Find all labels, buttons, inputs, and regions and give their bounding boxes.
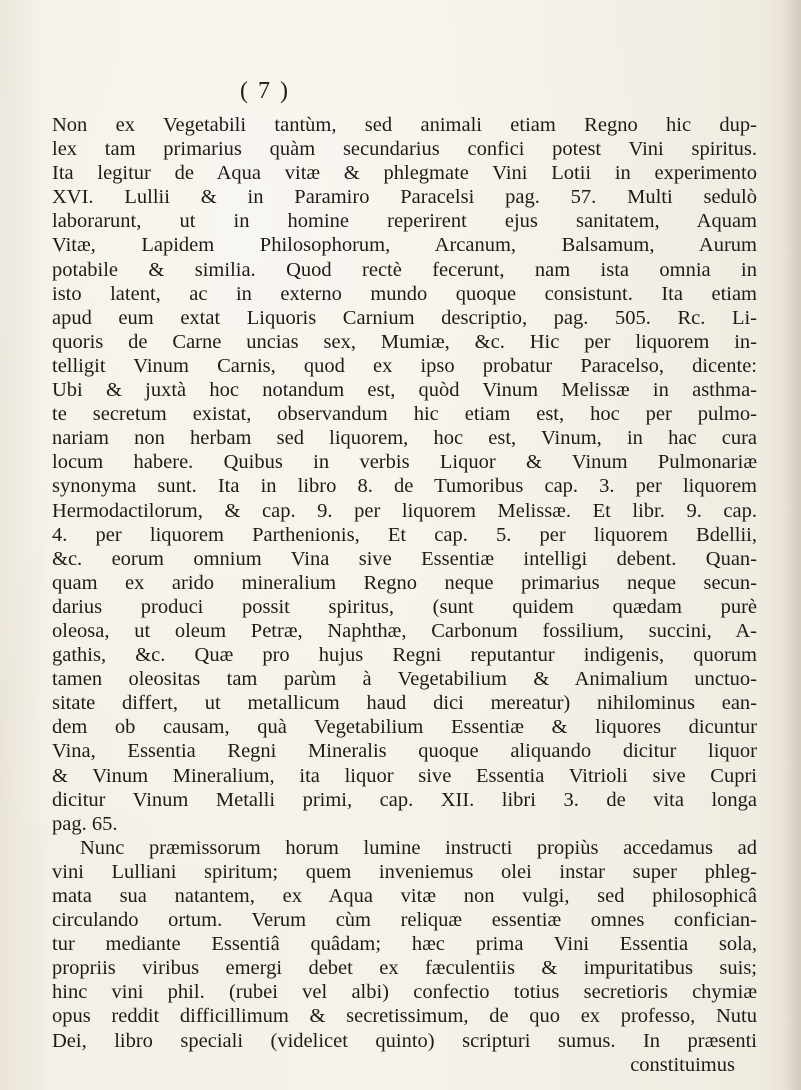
text-line-32: vini Lulliani spiritum; quem inveniemus olei instar super phleg- xyxy=(52,860,757,883)
text-line-2: lex tam primarius quàm secundarius confici potest Vini spiritus. xyxy=(52,138,757,161)
text-line-7: potabile & similia. Quod rectè fecerunt, nam ista omnia in xyxy=(52,258,757,281)
text-line-5: laborarunt, ut in homine reperirent ejus sanitatem, Aquam xyxy=(52,210,757,233)
text-line-3: Ita legitur de Aqua vitæ & phlegmate Vini Lotii in experimento xyxy=(52,162,757,185)
text-line-18: 4. per liquorem Parthenionis, Et cap. 5. per liquorem Bdellii, xyxy=(52,523,757,546)
text-line-29: dicitur Vinum Metalli primi, cap. XII. libri 3. de vita longa xyxy=(52,788,757,811)
page-text-block xyxy=(52,113,757,1077)
text-line-35: tur mediante Essentiâ quâdam; hæc prima Vini Essentia sola, xyxy=(52,933,757,956)
text-line-6: Vitæ, Lapidem Philosophorum, Arcanum, Balsamum, Aurum xyxy=(52,234,757,257)
text-line-12: Ubi & juxtà hoc notandum est, quòd Vinum Melissæ in asthma- xyxy=(52,379,757,402)
text-line-23: gathis, &c. Quæ pro hujus Regni reputantur indigenis, quorum xyxy=(52,644,757,667)
text-line-1: Non ex Vegetabili tantùm, sed animali etiam Regno hic dup- xyxy=(52,114,757,136)
text-line-39: Dei, libro speciali (videlicet quinto) scripturi sumus. In præsenti xyxy=(52,1029,757,1052)
text-line-16: synonyma sunt. Ita in libro 8. de Tumoribus cap. 3. per liquorem xyxy=(52,475,757,498)
text-line-26: dem ob causam, quà Vegetabilium Essentiæ & liquores dicuntur xyxy=(52,716,757,739)
text-line-22: oleosa, ut oleum Petræ, Naphthæ, Carbonum fossilium, succini, A- xyxy=(52,619,757,642)
text-line-36: propriis viribus emergi debet ex fæculentiis & impuritatibus suis; xyxy=(52,957,757,980)
text-line-25: sitate differt, ut metallicum haud dici mereatur) nihilominus ean- xyxy=(52,692,757,715)
text-line-20: quam ex arido mineralium Regno neque primarius neque secun- xyxy=(52,571,757,594)
text-line-10: quoris de Carne uncias sex, Mumiæ, &c. Hic per liquorem in- xyxy=(52,330,757,353)
catchword: constituimus xyxy=(630,1053,735,1076)
text-line-38: opus reddit difficillimum & secretissimum, de quo ex professo, Nutu xyxy=(52,1005,757,1028)
text-line-30: pag. 65. xyxy=(52,812,118,835)
text-line-4: XVI. Lullii & in Paramiro Paracelsi pag. 57. Multi sedulò xyxy=(52,186,757,209)
text-line-33: mata sua natantem, ex Aqua vitæ non vulgi, sed philosophicâ xyxy=(52,885,757,907)
text-line-37: hinc vini phil. (rubei vel albi) confectio totius secretioris chymiæ xyxy=(52,981,757,1004)
text-line-27: Vina, Essentia Regni Mineralis quoque aliquando dicitur liquor xyxy=(52,740,757,763)
text-line-11: telligit Vinum Carnis, quod ex ipso probatur Paracelso, dicente: xyxy=(52,354,757,377)
text-line-21: darius produci possit spiritus, (sunt quidem quædam purè xyxy=(52,595,757,618)
page-edge-shadow xyxy=(783,0,801,1090)
text-line-9: apud eum extat Liquoris Carnium descriptio, pag. 505. Rc. Li- xyxy=(52,306,757,329)
text-line-14: nariam non herbam sed liquorem, hoc est, Vinum, in hac cura xyxy=(52,427,757,450)
text-line-8: isto latent, ac in externo mundo quoque consistunt. Ita etiam xyxy=(52,282,757,305)
page-number: ( 7 ) xyxy=(240,78,290,104)
text-line-34: circulando ortum. Verum cùm reliquæ essentiæ omnes confician- xyxy=(52,909,757,932)
text-line-31: Nunc præmissorum horum lumine instructi propiùs accedamus ad xyxy=(80,836,757,859)
text-line-15: locum habere. Quibus in verbis Liquor & Vinum Pulmonariæ xyxy=(52,451,757,474)
text-line-13: te secretum existat, observandum hic etiam est, hoc per pulmo- xyxy=(52,403,757,426)
text-line-17: Hermodactilorum, & cap. 9. per liquorem Melissæ. Et libr. 9. cap. xyxy=(52,499,757,522)
text-line-24: tamen oleositas tam parùm à Vegetabilium & Animalium unctuo- xyxy=(52,668,757,691)
text-line-28: & Vinum Mineralium, ita liquor sive Essentia Vitrioli sive Cupri xyxy=(52,764,757,787)
text-line-19: &c. eorum omnium Vina sive Essentiæ intelligi debent. Quan- xyxy=(52,547,757,570)
